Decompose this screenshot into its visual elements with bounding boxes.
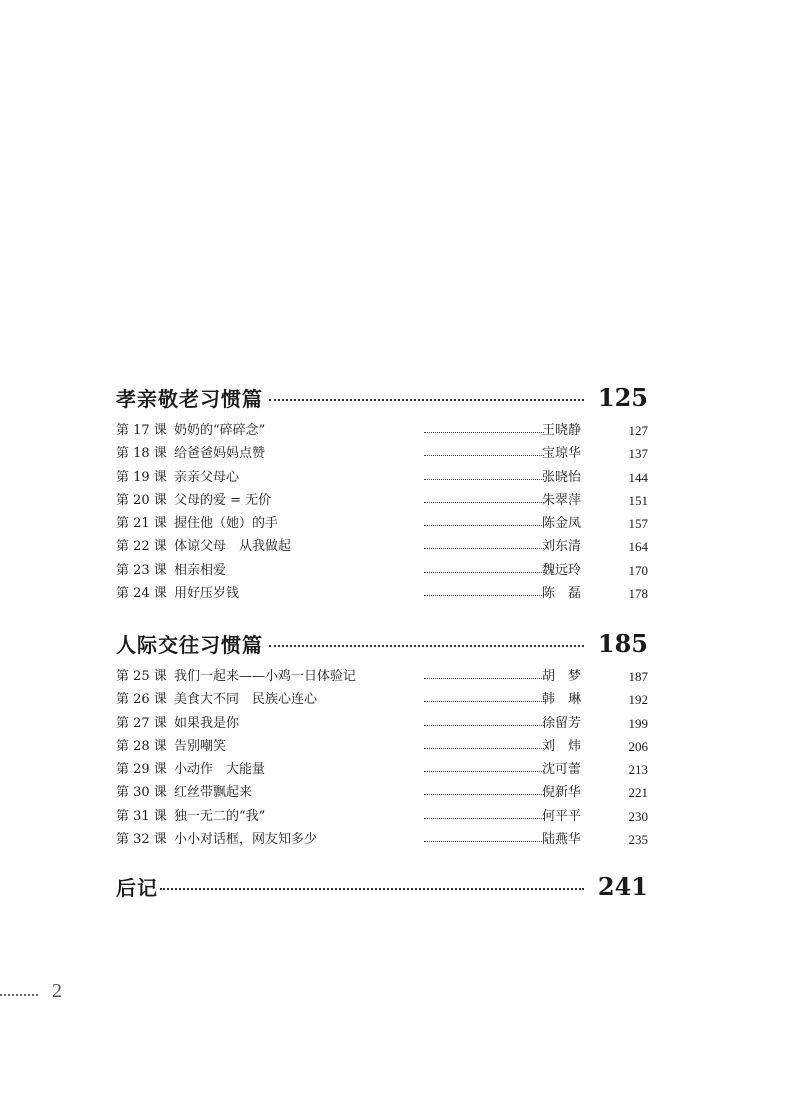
lesson-title: 握住他（她）的手	[174, 516, 279, 532]
lesson-number: 第 29 课	[116, 762, 167, 778]
leader-dots	[424, 818, 544, 819]
lesson-page-number: 137	[628, 446, 648, 462]
footer-dots	[0, 994, 38, 996]
section-header[interactable]	[116, 627, 648, 659]
lesson-title: 小动作 大能量	[174, 762, 266, 778]
toc-entry[interactable]	[116, 512, 648, 535]
leader-dots	[424, 748, 544, 749]
leader-dots	[424, 572, 544, 573]
footer-page-number: 2	[52, 979, 62, 1002]
leader-dots	[424, 455, 544, 456]
lesson-page-number: 199	[628, 715, 648, 731]
leader-dots	[269, 399, 584, 401]
lesson-number: 第 20 课	[116, 492, 167, 508]
lesson-number: 第 21 课	[116, 516, 167, 532]
lesson-page-number: 235	[628, 832, 648, 848]
lesson-number: 第 19 课	[116, 469, 167, 485]
toc-section-interpersonal	[116, 627, 648, 851]
lesson-page-number: 151	[628, 492, 648, 508]
lesson-number: 第 18 课	[116, 446, 167, 462]
section-page-number: 185	[597, 628, 648, 658]
lesson-page-number: 221	[628, 785, 648, 801]
lesson-title: 如果我是你	[174, 715, 240, 731]
toc-entry[interactable]	[116, 466, 648, 489]
lesson-title: 告别嘲笑	[174, 738, 227, 754]
leader-dots	[424, 525, 544, 526]
lesson-author: 魏远玲	[542, 562, 582, 578]
lesson-title: 我们一起来——小鸡一日体验记	[174, 669, 357, 684]
leader-dots	[424, 794, 544, 795]
entry-list	[116, 419, 648, 605]
leader-dots	[424, 548, 544, 549]
lesson-number: 第 30 课	[116, 785, 167, 801]
section-title: 人际交往习惯篇	[116, 632, 263, 657]
lesson-number: 第 17 课	[116, 423, 167, 438]
leader-dots	[424, 502, 544, 503]
leader-dots	[424, 678, 544, 679]
lesson-page-number: 187	[628, 669, 648, 684]
lesson-author: 张晓怡	[542, 469, 582, 485]
leader-dots	[424, 701, 544, 702]
lesson-author: 陆燕华	[542, 832, 582, 848]
toc-entry[interactable]	[116, 735, 648, 758]
toc-entry[interactable]	[116, 781, 648, 804]
lesson-author: 陈金凤	[542, 516, 582, 532]
lesson-page-number: 157	[628, 516, 648, 532]
lesson-number: 第 32 课	[116, 832, 167, 848]
leader-dots	[424, 725, 544, 726]
lesson-title: 小小对话框，网友知多少	[174, 832, 318, 848]
section-header[interactable]	[116, 870, 648, 902]
lesson-author: 韩 琳	[542, 692, 582, 708]
toc-entry[interactable]	[116, 712, 648, 735]
lesson-author: 胡 梦	[542, 669, 582, 684]
lesson-title: 给爸爸妈妈点赞	[174, 446, 266, 462]
toc-entry[interactable]	[116, 758, 648, 781]
toc-entry[interactable]	[116, 535, 648, 558]
lesson-number: 第 31 课	[116, 808, 167, 824]
lesson-title: 美食大不同 民族心连心	[174, 692, 318, 708]
section-header[interactable]	[116, 381, 648, 413]
lesson-number: 第 27 课	[116, 715, 167, 731]
lesson-number: 第 23 课	[116, 562, 167, 578]
leader-dots	[424, 595, 544, 596]
lesson-author: 刘东清	[542, 539, 582, 555]
lesson-page-number: 144	[628, 469, 648, 485]
toc-entry[interactable]	[116, 442, 648, 465]
lesson-page-number: 192	[628, 692, 648, 708]
toc-entry[interactable]	[116, 419, 648, 442]
toc-entry[interactable]	[116, 688, 648, 711]
lesson-title: 体谅父母 从我做起	[174, 539, 292, 555]
lesson-page-number: 164	[628, 539, 648, 555]
lesson-author: 宝琼华	[542, 446, 582, 462]
lesson-title: 奶奶的“碎碎念”	[174, 423, 266, 438]
lesson-title: 亲亲父母心	[174, 469, 240, 485]
lesson-author: 刘 炜	[542, 738, 582, 754]
section-title: 孝亲敬老习惯篇	[116, 386, 263, 411]
postscript-page-number: 241	[597, 871, 648, 901]
lesson-page-number: 213	[628, 762, 648, 778]
lesson-title: 独一无二的“我”	[174, 808, 266, 824]
lesson-author: 沈可蕾	[542, 762, 582, 778]
toc-entry[interactable]	[116, 828, 648, 851]
lesson-title: 红丝带飘起来	[174, 785, 253, 801]
lesson-author: 徐留芳	[542, 715, 582, 731]
lesson-author: 陈 磊	[542, 586, 582, 602]
toc-entry[interactable]	[116, 582, 648, 605]
lesson-author: 何平平	[542, 808, 582, 824]
lesson-number: 第 22 课	[116, 539, 167, 555]
toc-postscript	[116, 870, 648, 908]
leader-dots	[269, 645, 584, 647]
toc-entry[interactable]	[116, 665, 648, 688]
leader-dots	[160, 888, 584, 890]
postscript-title: 后记	[116, 875, 158, 900]
lesson-author: 朱翠萍	[542, 492, 582, 508]
entry-list	[116, 665, 648, 851]
lesson-title: 父母的爱 = 无价	[174, 492, 272, 508]
toc-entry[interactable]	[116, 805, 648, 828]
page-footer	[0, 976, 62, 1006]
toc-section-filial-piety	[116, 381, 648, 605]
toc-entry[interactable]	[116, 489, 648, 512]
section-page-number: 125	[597, 382, 648, 412]
leader-dots	[424, 432, 544, 433]
leader-dots	[424, 841, 544, 842]
lesson-number: 第 26 课	[116, 692, 167, 708]
lesson-number: 第 24 课	[116, 586, 167, 602]
leader-dots	[424, 479, 544, 480]
toc-entry[interactable]	[116, 559, 648, 582]
lesson-page-number: 206	[628, 738, 648, 754]
lesson-title: 用好压岁钱	[174, 586, 240, 602]
lesson-number: 第 25 课	[116, 669, 167, 684]
lesson-page-number: 127	[628, 423, 648, 438]
lesson-author: 倪新华	[542, 785, 582, 801]
lesson-number: 第 28 课	[116, 738, 167, 754]
lesson-page-number: 230	[628, 808, 648, 824]
lesson-page-number: 178	[628, 586, 648, 602]
lesson-title: 相亲相爱	[174, 562, 227, 578]
leader-dots	[424, 771, 544, 772]
lesson-page-number: 170	[628, 562, 648, 578]
lesson-author: 王晓静	[542, 423, 582, 438]
